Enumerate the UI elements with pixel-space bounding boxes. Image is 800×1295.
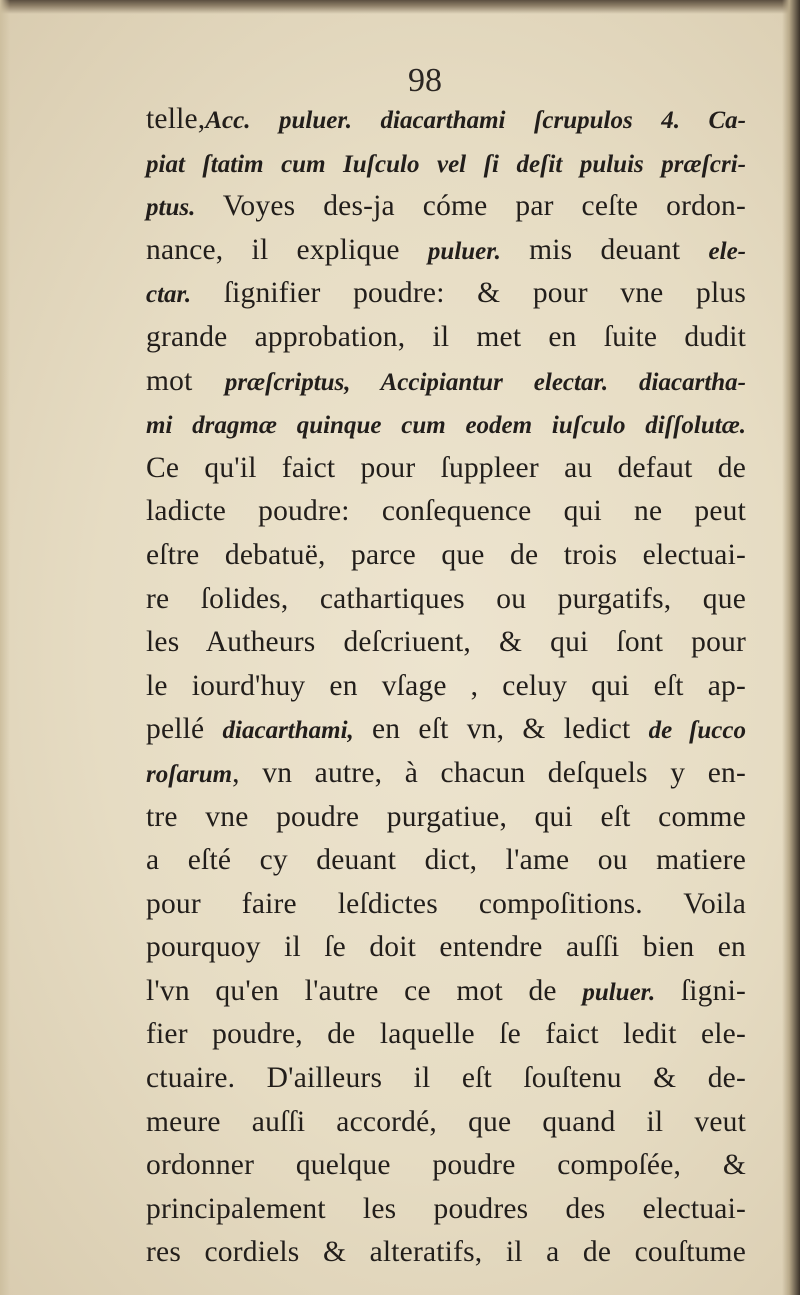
italic-run: ele- — [708, 237, 746, 265]
italic-run: ptus. — [146, 194, 196, 222]
text-line — [146, 403, 746, 447]
italic-run: diacarthami, — [222, 717, 354, 745]
text-run: grande approbation, il met en ſuite dudit — [146, 320, 746, 353]
italic-run: piat ſtatim cum Iuſculo vel ſi deſit puluis præſcri- — [146, 150, 746, 178]
text-run: ctuaire. D'ailleurs il eſt ſouſtenu & de- — [146, 1062, 746, 1095]
text-run: pour faire leſdictes compoſitions. Voila — [146, 887, 746, 920]
text-line — [146, 447, 746, 491]
text-run: , vn autre, à chacun deſquels y en- — [232, 756, 746, 789]
text-line — [146, 142, 746, 186]
italic-run: mi dragmæ quinque cum eodem iuſculo diſſolutæ. — [146, 412, 746, 440]
text-run: mot — [146, 364, 225, 397]
italic-run: Acc. puluer. diacarthami ſcrupulos 4. Ca- — [205, 107, 746, 134]
text-line — [146, 1101, 746, 1145]
text-line — [146, 1144, 746, 1188]
text-run: mis deuant — [500, 233, 709, 266]
text-run: eſtre debatuë, parce que de trois electuai- — [146, 538, 746, 571]
italic-run: præſcriptus, Accipiantur electar. diacartha- — [224, 368, 747, 396]
text-run: les Autheurs deſcriuent, & qui ſont pour — [146, 626, 746, 659]
text-run: ſigni- — [655, 974, 746, 1007]
text-run: meure auſſi accordé, que quand il veut — [146, 1105, 746, 1138]
text-line — [146, 490, 746, 534]
text-line — [146, 1013, 746, 1057]
page-top-shadow — [0, 0, 800, 14]
text-line — [146, 578, 746, 622]
text-run: l'vn qu'en l'autre ce mot de — [146, 974, 583, 1007]
text-line — [146, 883, 746, 927]
text-line — [146, 185, 746, 229]
text-run: res cordiels & alteratifs, il a de couſtume — [146, 1236, 746, 1269]
text-run: en eſt vn, & ledict — [353, 713, 649, 746]
text-run: nance, il explique — [146, 233, 428, 266]
text-line — [146, 665, 746, 709]
text-line — [146, 360, 746, 404]
text-run: Ce qu'il faict pour ſuppleer au defaut de — [146, 451, 746, 484]
italic-run: puluer. — [582, 978, 656, 1006]
italic-run: de ſucco — [648, 717, 746, 745]
text-line — [146, 316, 746, 360]
text-run: tre vne poudre purgatiue, qui eſt comme — [146, 800, 746, 833]
text-line — [146, 1057, 746, 1101]
text-run: re ſolides, cathartiques ou purgatifs, que — [146, 582, 746, 615]
italic-run: roſarum — [146, 760, 233, 788]
text-line — [146, 708, 746, 752]
text-run: le iourd'huy en vſage , celuy qui eſt ap- — [146, 669, 746, 702]
text-line — [146, 621, 746, 665]
text-run: pellé — [146, 713, 223, 746]
text-run: fier poudre, de laquelle ſe faict ledit ele- — [146, 1018, 746, 1051]
text-line — [146, 229, 746, 273]
body-text — [146, 98, 746, 1275]
text-line — [146, 752, 746, 796]
text-line — [146, 1188, 746, 1232]
text-line — [146, 926, 746, 970]
text-line — [146, 272, 746, 316]
text-line — [146, 98, 746, 142]
page-left-margin — [0, 0, 10, 1295]
text-run: telle, — [146, 103, 206, 135]
text-line — [146, 796, 746, 840]
text-run: ſignifier poudre: & pour vne plus — [191, 277, 746, 310]
text-line — [146, 534, 746, 578]
text-run: a eſté cy deuant dict, l'ame ou matiere — [146, 844, 746, 877]
page-binding-edge — [782, 0, 800, 1295]
page-number: 98 — [408, 62, 442, 99]
text-run: Voyes des-ja cóme par ceſte ordon- — [195, 190, 746, 223]
italic-run: puluer. — [427, 237, 501, 265]
italic-run: ctar. — [146, 281, 192, 309]
text-run: ordonner quelque poudre compoſée, & — [146, 1149, 746, 1182]
text-run: pourquoy il ſe doit entendre auſſi bien en — [146, 931, 746, 964]
text-line — [146, 839, 746, 883]
text-line — [146, 970, 746, 1014]
text-run: ladicte poudre: conſequence qui ne peut — [146, 495, 746, 528]
text-run: principalement les poudres des electuai- — [146, 1192, 746, 1225]
text-line — [146, 1231, 746, 1275]
